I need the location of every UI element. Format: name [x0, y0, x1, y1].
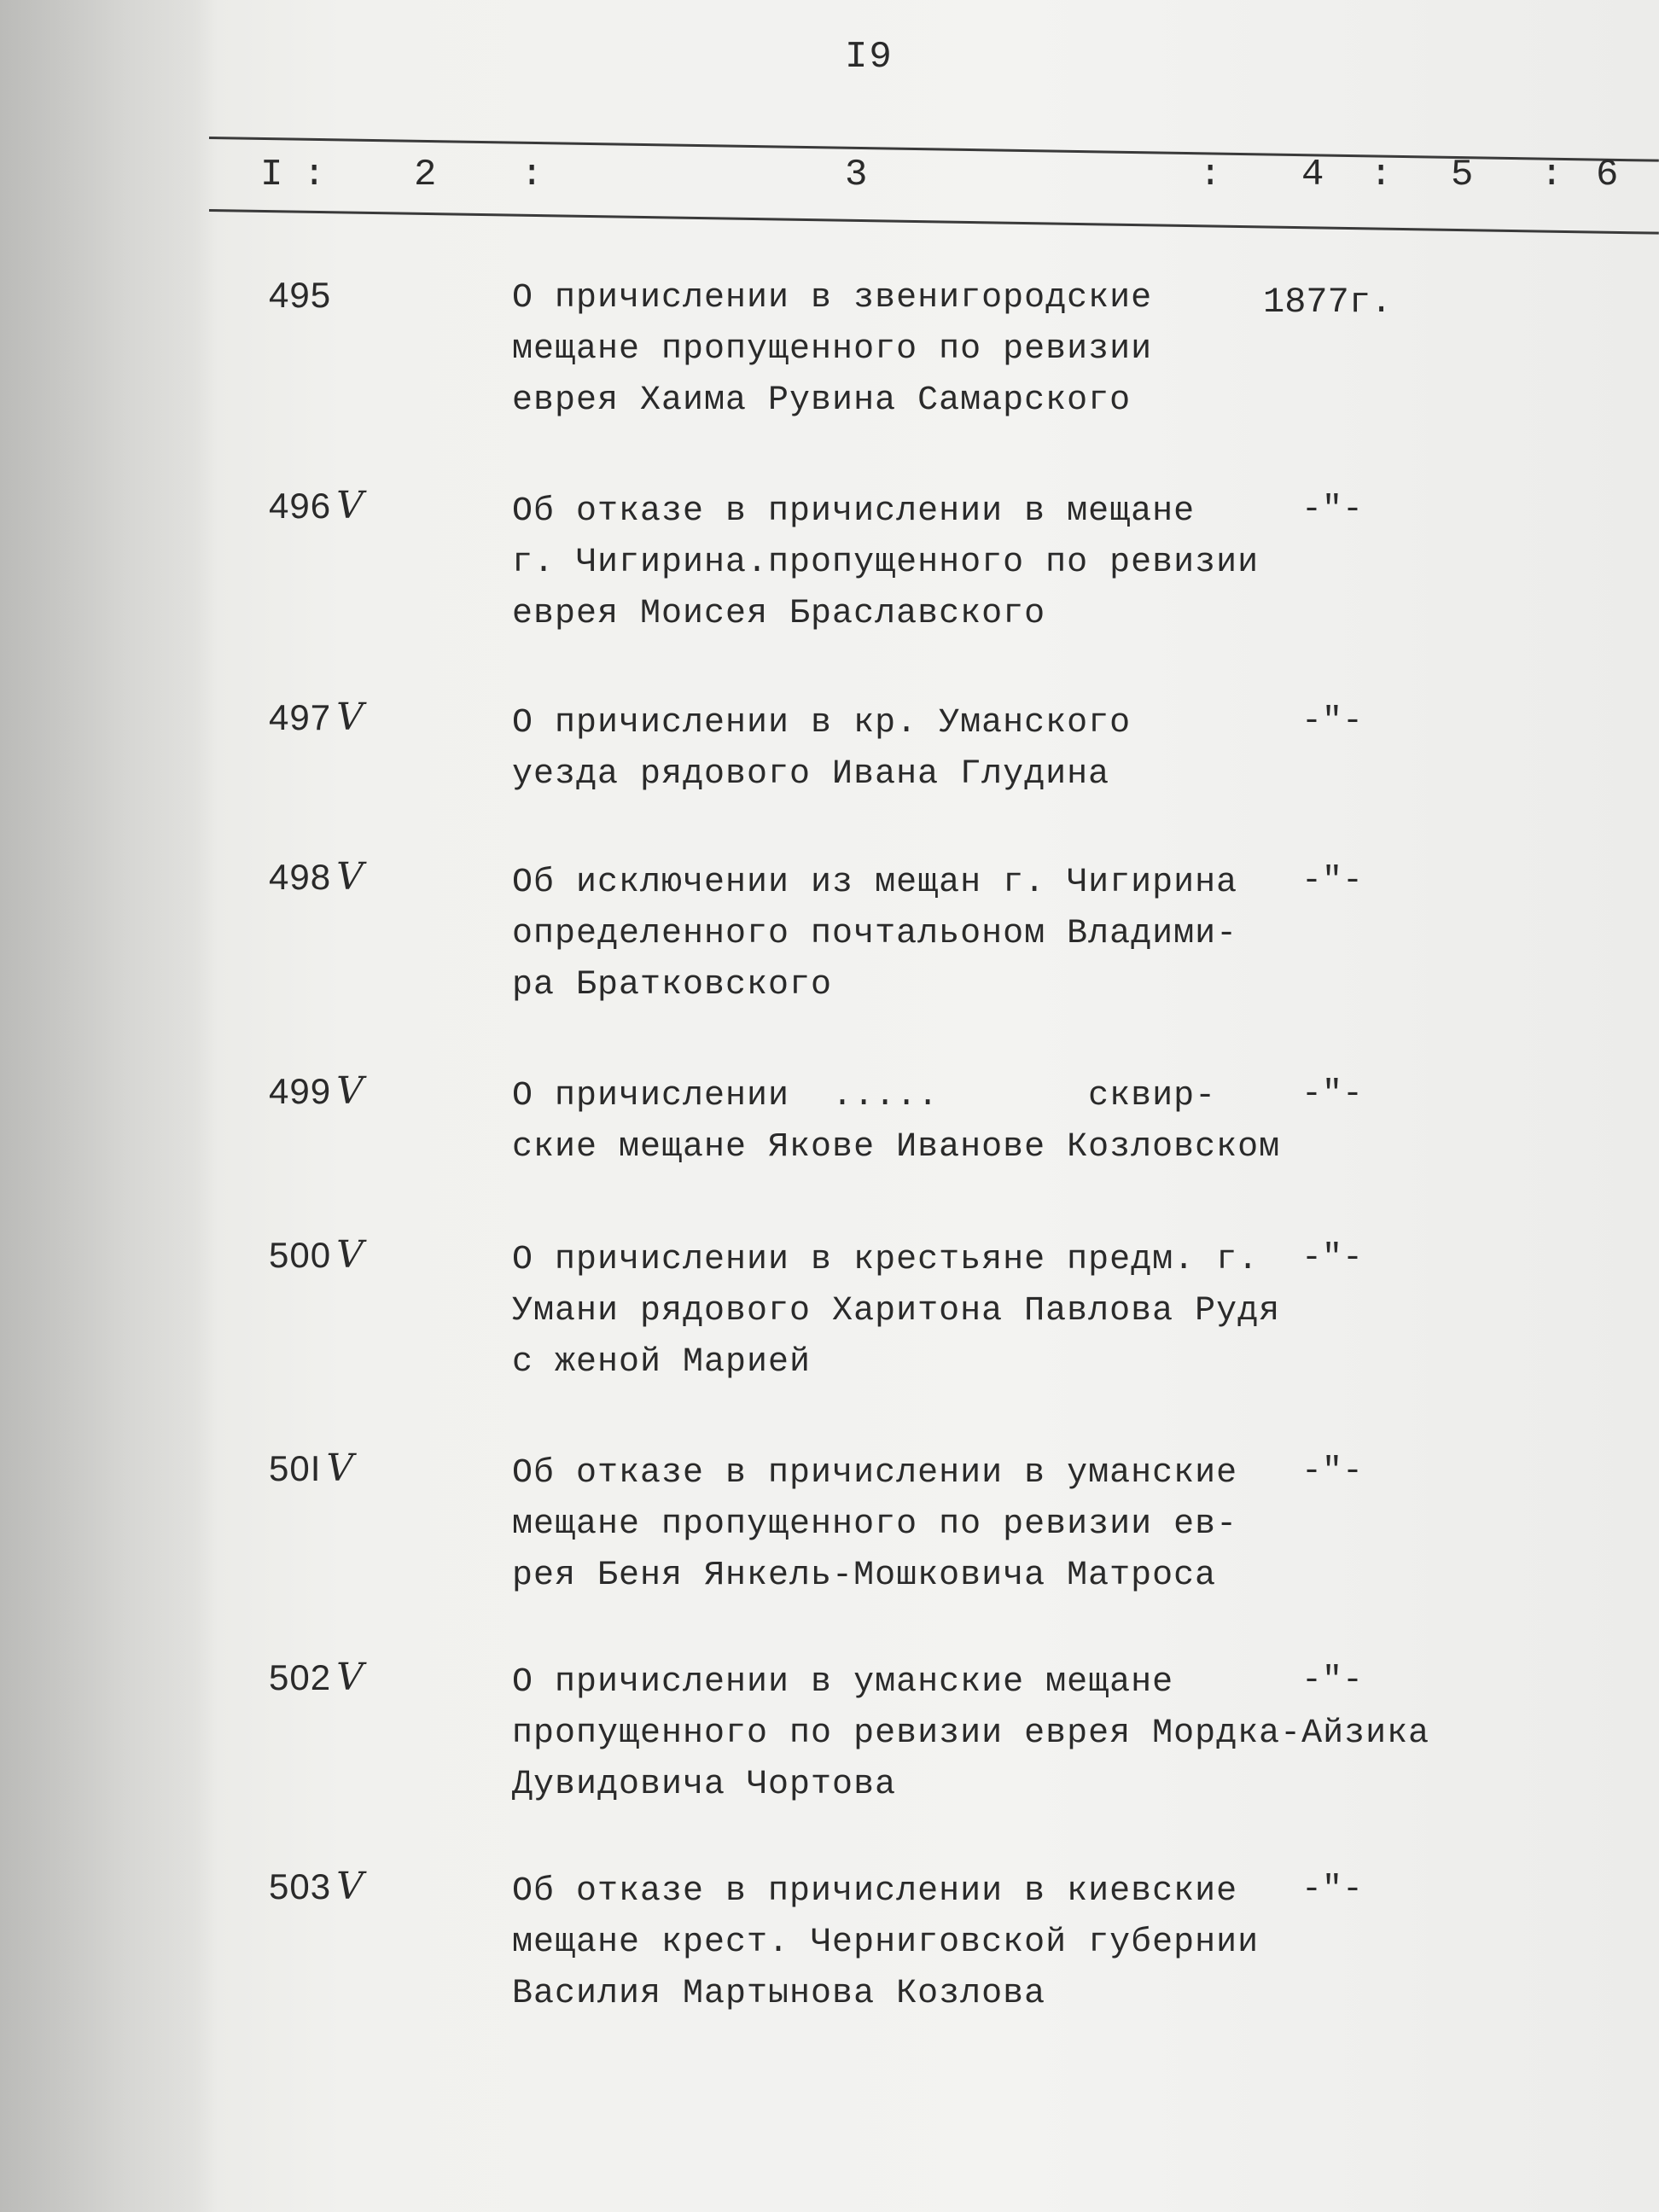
entry-date-ditto: -"- — [1301, 1239, 1364, 1278]
check-mark-icon: V — [336, 855, 364, 899]
entry-line: О причислении в кр. Уманского — [512, 704, 1132, 742]
entry-line: Об отказе в причислении в уманские — [512, 1454, 1238, 1493]
entry-date-ditto: -"- — [1301, 702, 1364, 741]
column-separator: : — [1370, 154, 1393, 196]
column-header-6: 6 — [1596, 154, 1619, 196]
entry-line: ра Братковского — [512, 966, 833, 1004]
entry-line: О причислении в уманские мещане — [512, 1663, 1174, 1702]
entry-number — [269, 696, 364, 739]
entry-line: мещане крест. Черниговской губернии — [512, 1924, 1260, 1962]
entry-number — [269, 1233, 364, 1277]
entry-number-value: 495 — [269, 275, 332, 315]
entry-number — [269, 484, 364, 527]
entry-date-ditto: -"- — [1301, 491, 1364, 529]
entry-line: ские мещане Якове Иванове Козловском — [512, 1128, 1281, 1167]
entry-line: Об отказе в причислении в киевские — [512, 1872, 1238, 1911]
entry-number — [269, 275, 336, 316]
check-mark-icon: V — [336, 1233, 364, 1277]
entry-line: О причислении ..... сквир- — [512, 1077, 1217, 1115]
column-separator: : — [1540, 154, 1563, 196]
header-rule-bottom — [209, 209, 1659, 235]
entry-number — [269, 1447, 354, 1490]
entry-line: Умани рядового Харитона Павлова Рудя — [512, 1292, 1281, 1330]
entry-date-ditto: -"- — [1301, 1075, 1364, 1114]
column-header-3: 3 — [845, 154, 868, 196]
entry-line: Об исключении из мещан г. Чигирина — [512, 864, 1238, 902]
check-mark-icon: V — [336, 696, 364, 739]
column-separator: : — [1199, 154, 1222, 196]
entry-number-value: 498 — [269, 857, 332, 897]
entry-date: 1877г. — [1263, 282, 1393, 323]
entry-line: мещане пропущенного по ревизии — [512, 330, 1153, 369]
entry-number-value: 503 — [269, 1866, 332, 1906]
column-header-4: 4 — [1301, 154, 1324, 196]
entry-number-value: 502 — [269, 1657, 332, 1697]
check-mark-icon: V — [336, 1865, 364, 1908]
binding-shadow — [0, 0, 213, 2212]
entry-number-value: 50I — [269, 1448, 322, 1488]
column-header-5: 5 — [1451, 154, 1474, 196]
entry-line: рея Беня Янкель-Мошковича Матроса — [512, 1557, 1217, 1595]
entry-line: пропущенного по ревизии еврея Мордка-Айзика — [512, 1714, 1430, 1753]
entry-line: уезда рядового Ивана Глудина — [512, 755, 1110, 794]
entry-number — [269, 855, 364, 899]
column-separator: : — [521, 154, 544, 196]
entry-number — [269, 1069, 364, 1113]
entry-number — [269, 1656, 364, 1699]
column-header-2: 2 — [414, 154, 437, 196]
entry-line: определенного почтальоном Владими- — [512, 915, 1238, 953]
entry-number-value: 496 — [269, 486, 332, 526]
column-header-row — [0, 154, 1659, 205]
entry-line: г. Чигирина.пропущенного по ревизии — [512, 544, 1260, 582]
check-mark-icon: V — [336, 1656, 364, 1699]
entry-line: с женой Марией — [512, 1343, 812, 1382]
column-separator: : — [303, 154, 326, 196]
entry-number-value: 500 — [269, 1235, 332, 1275]
check-mark-icon: V — [326, 1447, 355, 1490]
entry-line: Дувидовича Чортова — [512, 1766, 897, 1804]
entry-date-ditto: -"- — [1301, 1871, 1364, 1909]
entry-line: еврея Хаима Рувина Самарского — [512, 381, 1132, 420]
entry-line: мещане пропущенного по ревизии ев- — [512, 1505, 1238, 1544]
page-number: I9 — [845, 36, 894, 79]
entry-line: Василия Мартынова Козлова — [512, 1975, 1046, 2013]
entry-date-ditto: -"- — [1301, 1452, 1364, 1491]
check-mark-icon: V — [336, 484, 364, 527]
entry-line: О причислении в звенигородские — [512, 279, 1153, 317]
entry-date-ditto: -"- — [1301, 862, 1364, 900]
check-mark-icon: V — [336, 1069, 364, 1113]
entry-number — [269, 1865, 364, 1908]
entry-line: еврея Моисея Браславского — [512, 595, 1046, 633]
entry-line: О причислении в крестьяне предм. г. — [512, 1241, 1260, 1279]
entry-line: Об отказе в причислении в мещане — [512, 492, 1196, 531]
entry-number-value: 499 — [269, 1071, 332, 1111]
entry-date-ditto: -"- — [1301, 1662, 1364, 1700]
entry-number-value: 497 — [269, 697, 332, 737]
column-header-1: I — [260, 154, 283, 196]
